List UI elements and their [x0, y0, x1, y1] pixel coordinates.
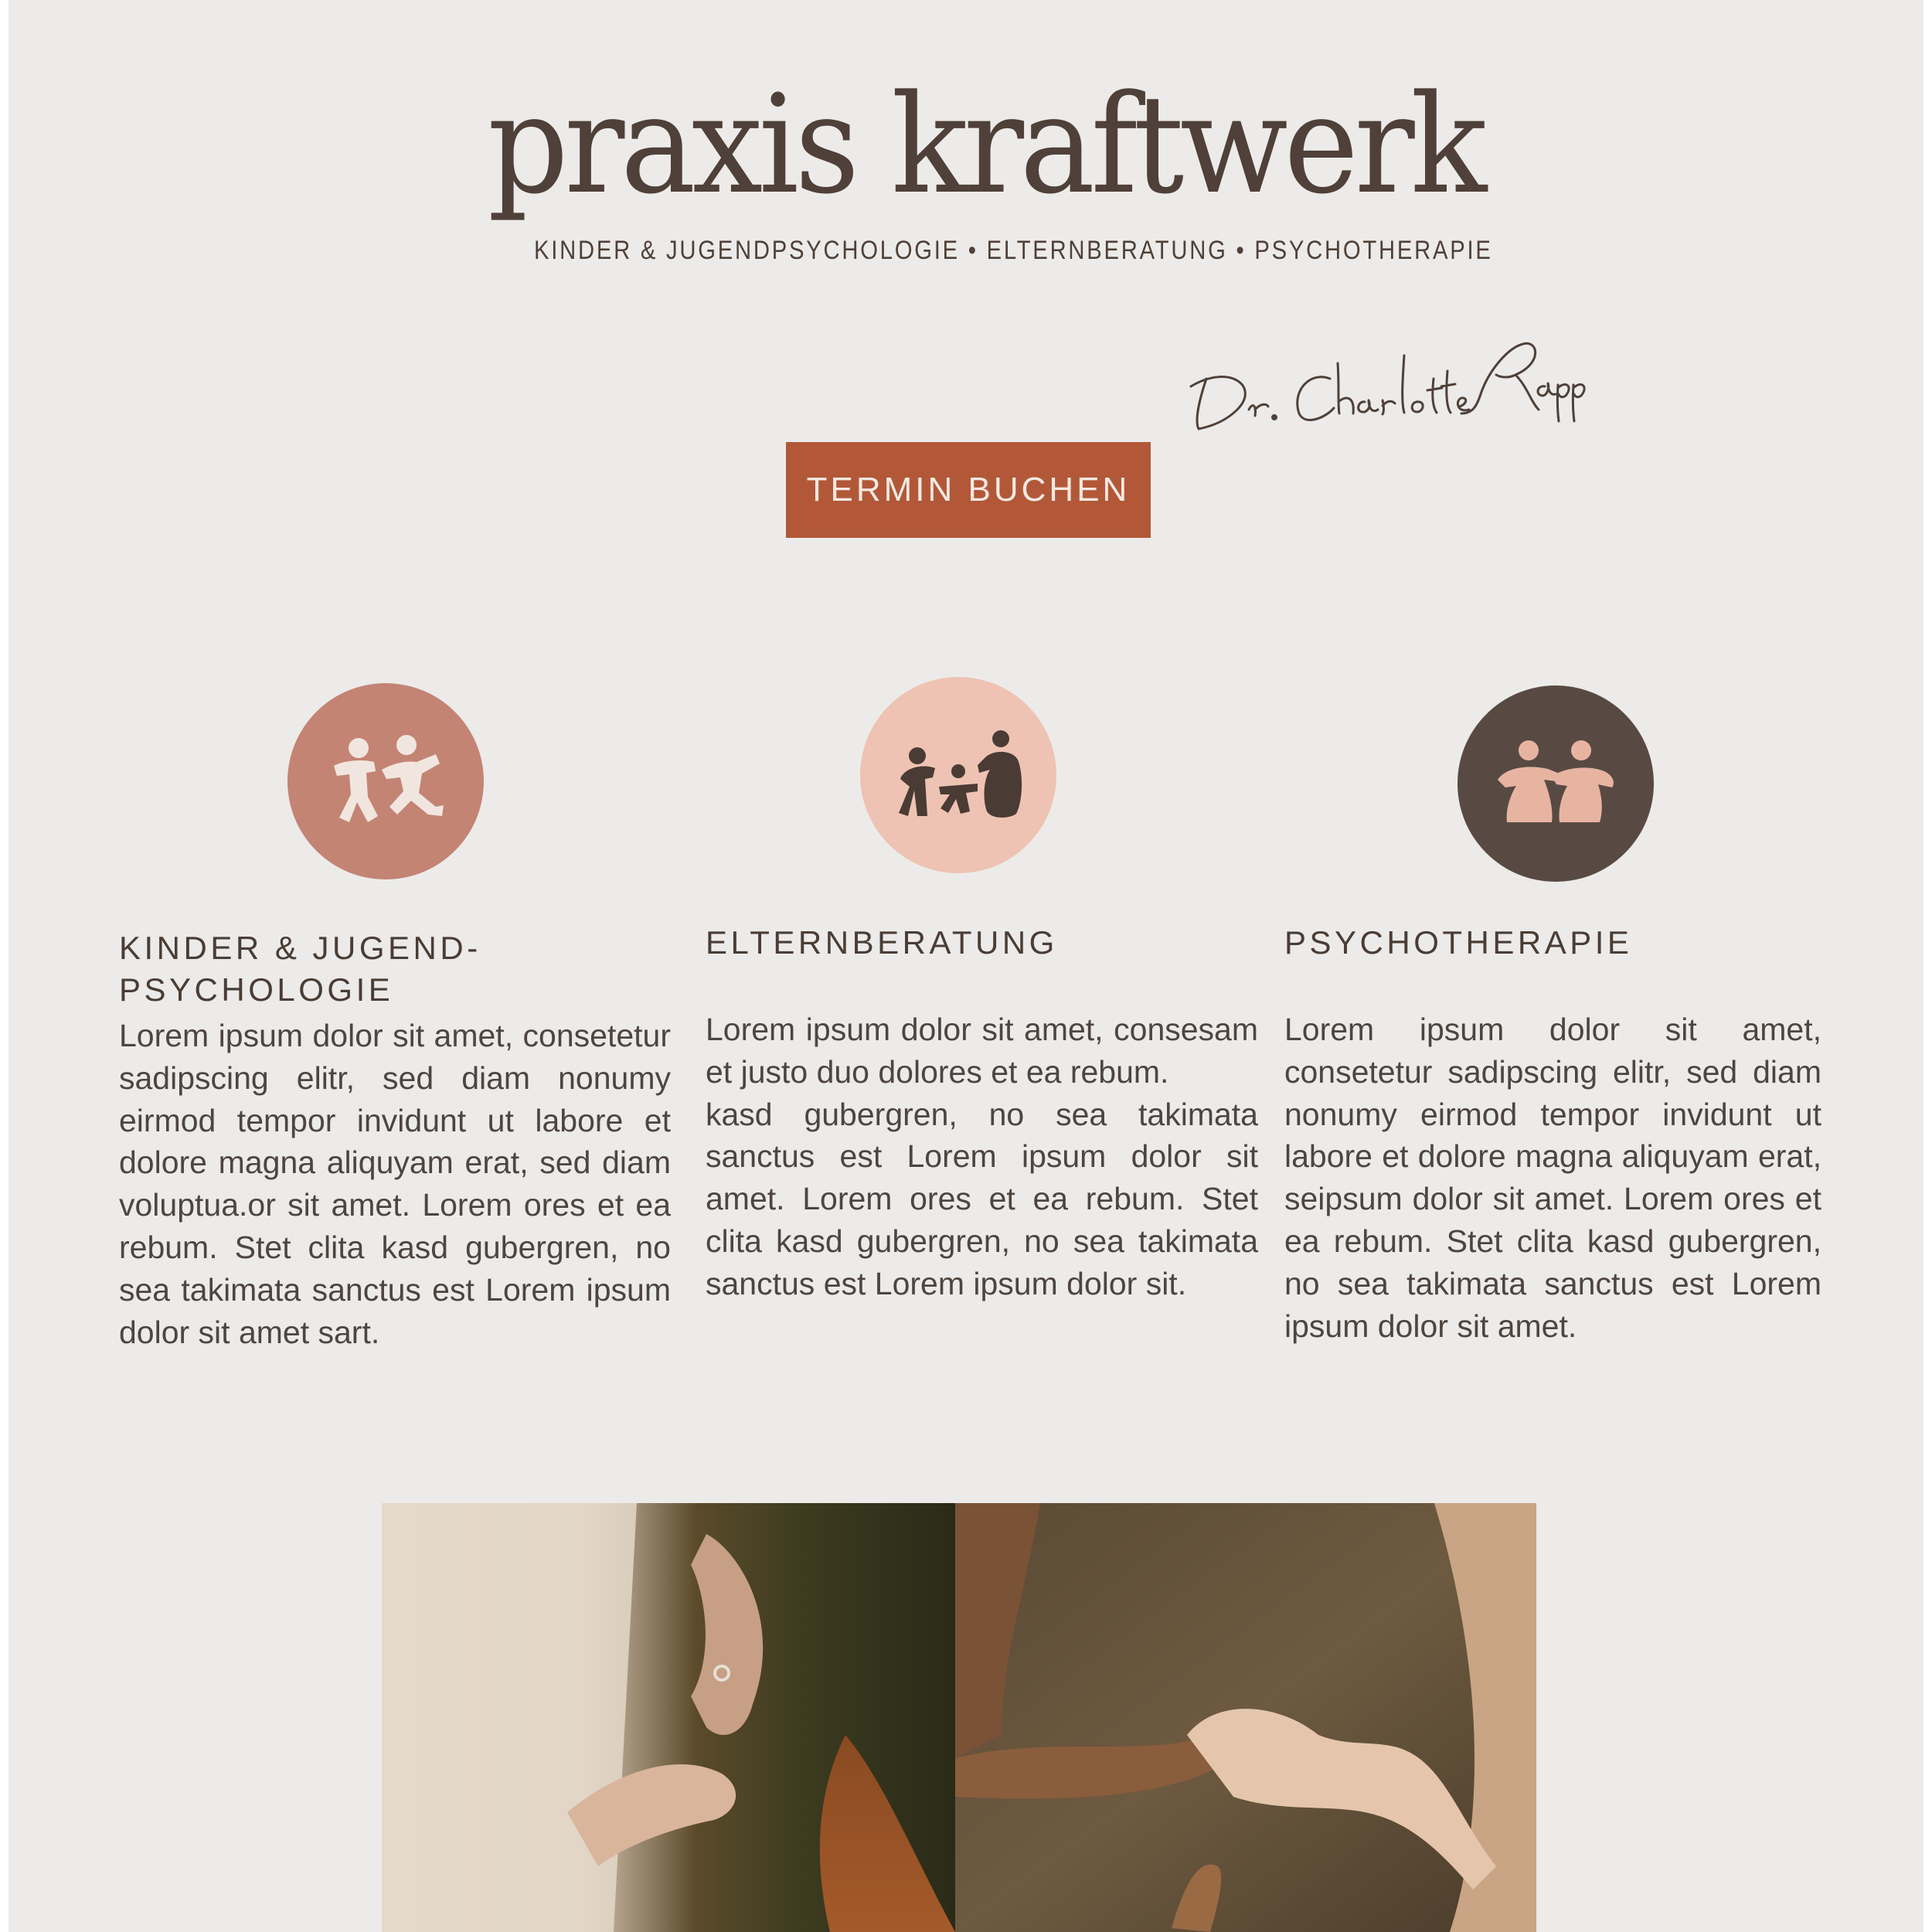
photo-hands-field [382, 1503, 955, 1932]
service-title-psychotherapie: PSYCHOTHERAPIE [1284, 924, 1633, 961]
logo[interactable] [488, 66, 1493, 265]
signature-image [1175, 255, 1593, 440]
service-title-elternberatung: ELTERNBERATUNG [706, 924, 1058, 961]
two-people-embrace-icon [1490, 733, 1621, 834]
children-playing-icon [320, 731, 451, 832]
service-title-kinder [119, 927, 675, 1011]
service-title-line: KINDER & JUGEND- [119, 930, 481, 966]
service-title-line: PSYCHOLOGIE [119, 971, 394, 1008]
brand-tagline: KINDER & JUGENDPSYCHOLOGIE • ELTERNBERATUNG • PSYCHOTHERAPIE [534, 236, 1493, 265]
photo-hands-touch [955, 1503, 1536, 1932]
termin-buchen-button[interactable]: TERMIN BUCHEN [786, 442, 1151, 538]
service-icon-circle [860, 677, 1056, 873]
service-text-elternberatung: Lorem ipsum dolor sit amet, consesam et justo duo dolores et ea rebum. kasd gubergren, no sea takimata sanctus est Lorem ipsum dolor sit amet. Lorem ores et ea rebum. Stet clita kasd gubergren, no sea takimata sanctus est Lorem ipsum dolor sit. [706, 1012, 1258, 1301]
family-icon [893, 725, 1024, 825]
service-text-psychotherapie: Lorem ipsum dolor sit amet, consetetur sadipscing elitr, sed diam nonumy eirmod tempor invidunt ut labore et dolore magna aliquyam erat, seipsum dolor sit amet. Lorem ores et ea rebum. Stet clita kasd gubergren, no sea takimata sanctus est Lorem ipsum dolor sit amet. [1284, 1012, 1821, 1344]
service-icon-circle [287, 683, 484, 879]
service-text-kinder: Lorem ipsum dolor sit amet, consetetur sadipscing elitr, sed diam nonumy eirmod tempor invidunt ut labore et dolore magna aliquyam erat, sed diam voluptua.or sit amet. Lorem ores et ea rebum. Stet clita kasd gubergren, no sea takimata sanctus est Lorem ipsum dolor sit amet sart. [119, 1018, 671, 1350]
service-icon-circle [1458, 685, 1654, 882]
page [9, 0, 1923, 1932]
brand-name: praxis kraftwerk [488, 66, 1483, 224]
